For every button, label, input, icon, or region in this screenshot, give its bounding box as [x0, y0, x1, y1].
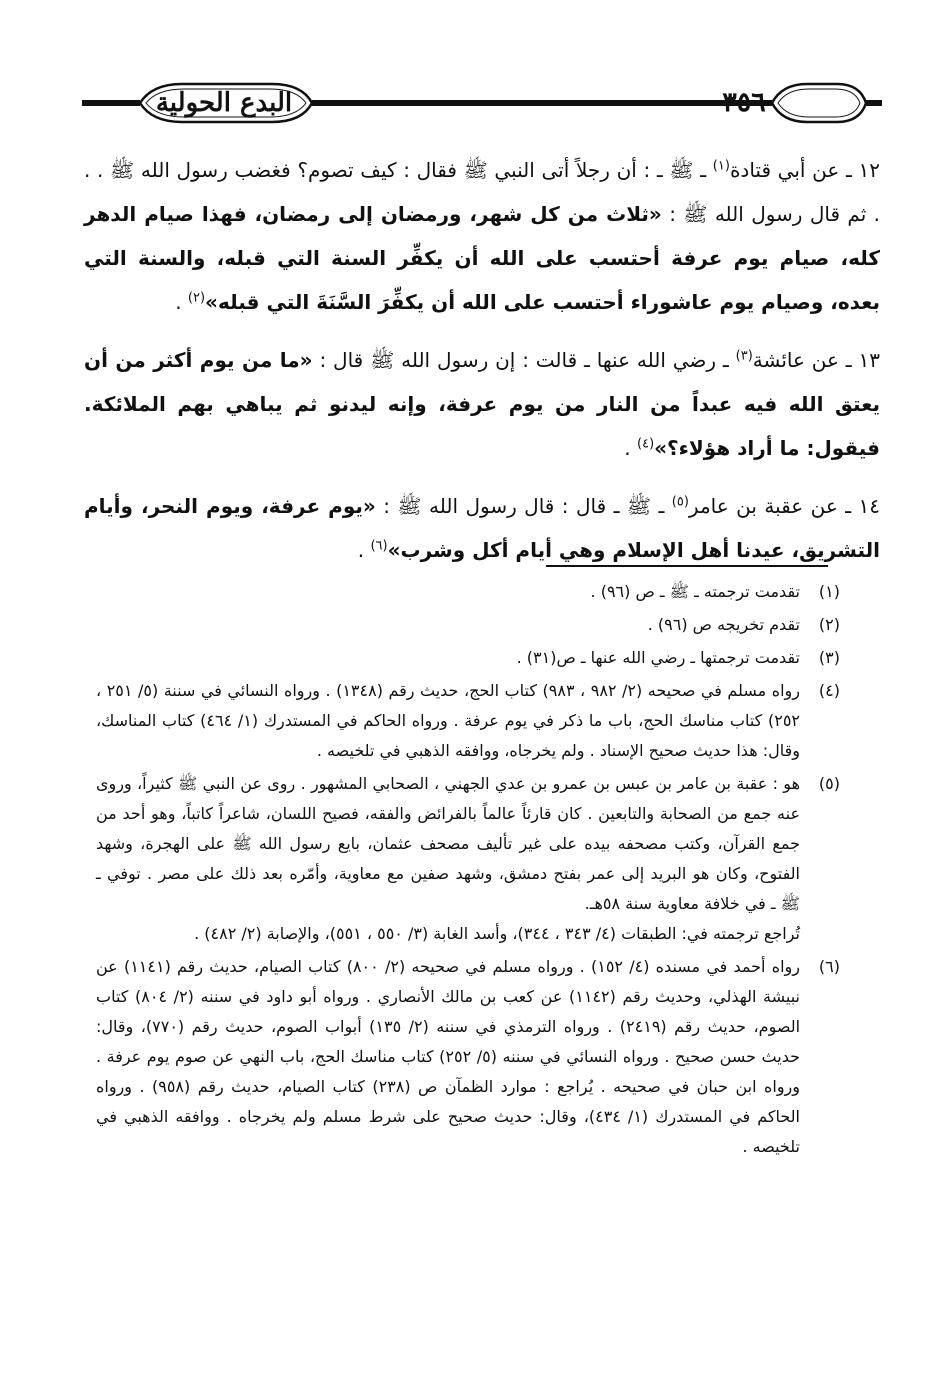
page-header [82, 80, 882, 136]
hadith-intro: ١٢ ـ عن أبي قتادة [729, 158, 880, 182]
hadith-paragraph [84, 148, 880, 324]
footnote-separator [546, 565, 828, 567]
footnotes [96, 577, 840, 1165]
hadith-intro: ١٤ ـ عن عقبة بن عامر [688, 494, 880, 518]
footnote-number: (٣) [818, 648, 840, 667]
footnote-6 [96, 952, 840, 1162]
hadith-quote: «يوم عرفة، ويوم النحر، وأيام التشريق، عيدنا أهل الإسلام وهي أيام أكل وشرب» [84, 494, 880, 562]
footnote-ref[interactable]: (٦) [370, 538, 388, 554]
hadith-narration: ـ ﷺ ـ : أن رجلاً أتى النبي ﷺ فقال : كيف تصوم؟ فغضب رسول الله ﷺ . . . ثم قال رسول الله ﷺ : [84, 158, 880, 226]
footnote-5 [96, 769, 840, 949]
hadith-narration: ـ رضي الله عنها ـ قالت : إن رسول الله ﷺ قال : [312, 348, 736, 372]
hadith-narration: ـ ﷺ ـ قال : قال رسول الله ﷺ : [375, 494, 672, 518]
footnote-ref[interactable]: (٢) [187, 290, 206, 306]
footnote-number: (٤) [818, 681, 840, 700]
book-title: البدع الحولية [155, 88, 293, 118]
hadith-quote: «ما من يوم أكثر من أن يعتق الله فيه عبداً من النار من يوم عرفة، وإنه ليدنو ثم يباهي بهم الملائكة. فيقول: ما أراد هؤلاء؟» [84, 348, 880, 460]
hadith-13 [84, 338, 880, 470]
hadith-paragraph [84, 484, 880, 572]
footnote-2 [96, 610, 840, 640]
hadith-intro: ١٣ ـ عن عائشة [752, 348, 880, 372]
footnote-ref[interactable]: (٥) [671, 494, 689, 510]
hadith-14 [84, 484, 880, 572]
footnote-number: (٦) [818, 957, 840, 976]
hadith-end: . [357, 538, 371, 562]
footnote-sources: تُراجع ترجمته في: الطبقات (٤/ ٣٤٣ ، ٣٤٤)، وأسد الغابة (٣/ ٥٥٠ ، ٥٥١)، والإصابة (٢/ ٤٨٢) . [194, 924, 800, 943]
footnote-text: هو : عقبة بن عامر بن عبس بن عمرو بن عدي الجهني ، الصحابي المشهور . روى عن النبي ﷺ كثيراً، وروى عنه جمع من الصحابة والتابعين . كان قارئاً عالماً بالفرائض والفقه، فصيح اللسان، شاعراً كاتباً، وهو أحد من جمع القرآن، وكتب مصحفه بيده على غير تأليف مصحف عثمان، بايع رسول الله ﷺ على الهجرة، وشهد الفتوح، وكان هو البريد إلى عمر بفتح دمشق، وشهد صفين مع معاوية، وأمّره بعد ذلك على مصر . توفي ـ ﷺ ـ في خلافة معاوية سنة ٥٨هـ. [96, 774, 800, 913]
hadith-end: . [624, 436, 637, 460]
hadith-quote: «ثلاث من كل شهر، ورمضان إلى رمضان، فهذا صيام الدهر كله، صيام يوم عرفة أحتسب على الله أن يكفِّر السنة التي قبله، والسنة التي بعده، وصيام يوم عاشوراء أحتسب على الله أن يكفِّرَ السَّنَةَ التي قبله» [84, 202, 880, 314]
footnote-ref[interactable]: (٣) [735, 348, 753, 364]
footnote-text: رواه مسلم في صحيحه (٢/ ٩٨٢ ، ٩٨٣) كتاب الحج، حديث رقم (١٣٤٨) . ورواه النسائي في سننة (٥/ ٢٥١ ، ٢٥٢) كتاب مناسك الحج، باب ما ذكر في يوم عرفة . ورواه الحاكم في المستدرك (١/ ٤٦٤) كتاب المناسك، وقال: هذا حديث صحيح الإسناد . ولم يخرجاه، ووافقه الذهبي في تلخيصه . [96, 681, 800, 760]
page-number: ٣٥٦ [722, 87, 766, 118]
footnote-text: تقدم تخريجه ص (٩٦) . [647, 615, 800, 634]
footnote-number: (٢) [818, 615, 840, 634]
footnote-text: تقدمت ترجمتها ـ رضي الله عنها ـ ص(٣١) . [516, 648, 800, 667]
footnote-ref[interactable]: (١) [712, 158, 730, 174]
footnote-1 [96, 577, 840, 607]
footnote-ref[interactable]: (٤) [637, 436, 655, 452]
main-text [84, 148, 880, 586]
hadith-end: . [175, 290, 188, 314]
footnote-4 [96, 676, 840, 766]
hadith-paragraph [84, 338, 880, 470]
footnote-3 [96, 643, 840, 673]
footnote-number: (١) [818, 582, 840, 601]
footnote-number: (٥) [818, 774, 840, 793]
hadith-12 [84, 148, 880, 324]
footnote-text: رواه أحمد في مسنده (٤/ ١٥٢) . ورواه مسلم في صحيحه (٢/ ٨٠٠) كتاب الصيام، حديث رقم (١١٤١) عن نبيشة الهذلي، وحديث رقم (١١٤٢) عن كعب بن مالك الأنصاري . ورواه أبو داود في سننه (٢/ ٨٠٤) كتاب الصوم، حديث رقم (٢٤١٩) . ورواه الترمذي في سننه (٢/ ١٣٥) أبواب الصوم، حديث رقم (٧٧٠)، وقال: حديث حسن صحيح . ورواه النسائي في سننه (٥/ ٢٥٢) كتاب مناسك الحج، باب النهي عن صوم يوم عرفة . ورواه ابن حبان في صحيحه . يُراجع : موارد الظمآن ص (٢٣٨) كتاب الصيام، حديث رقم (٩٥٨) . ورواه الحاكم في المستدرك (١/ ٤٣٤)، وقال: حديث صحيح على شرط مسلم ولم يخرجاه . ووافقه الذهبي في تلخيصه . [96, 957, 801, 1156]
footnote-text: تقدمت ترجمته ـ ﷺ ـ ص (٩٦) . [590, 582, 800, 601]
